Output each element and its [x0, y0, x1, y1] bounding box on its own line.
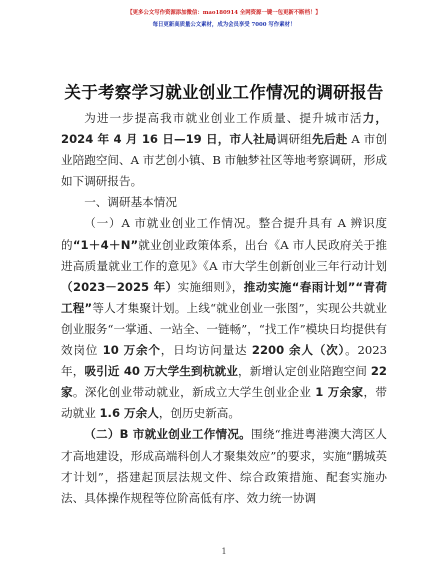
sec-a-programs: 推动实施“春雨计划”“青荷工程”: [61, 279, 387, 315]
section-b-paragraph: [61, 424, 387, 508]
intro-text-1: 为进一步提高我市就业创业工作质量、提升城市活: [84, 111, 363, 125]
sec-a-text-4: 等人才集聚计划。上线“就业创业一张图”，实现公共就业创业服务“一掌通、一站全、一链畅”，“找工作”模块日均提供有效岗位: [61, 300, 387, 358]
sec-a-policy-code: “1＋4＋N”: [72, 237, 139, 252]
sec-b-text: 围绕“推进粤港澳大湾区人才高地建设，形成高端科创人才聚集效应”的要求，实施“鹏城英才计划”，搭建起顶层法规文件、综合政策措施、配套实施办法、具体操作规程等位阶高低有序、效力统一协调: [61, 427, 388, 505]
section-a-paragraph: [61, 213, 387, 424]
sec-a-text-3: 实施细则》，: [177, 279, 244, 294]
sec-a-text-1: （一）A 市就业创业工作情况。整合提升具有 A 辨识度的: [61, 216, 387, 252]
sec-a-text-2: 就业创业政策体系，出台《A 市人民政府关于推进高质量就业工作的意见》《A 市大学生创新创业三年行动计划: [61, 237, 387, 273]
sec-a-years: （2023－2025 年）: [61, 279, 178, 294]
sec-a-text-7: ，新增认定创业陪跑空间: [237, 364, 371, 379]
sec-a-students: 吸引近 40 万大学生到杭就业: [84, 364, 238, 379]
sec-b-heading: （二）B 市就业创业工作情况。: [84, 427, 252, 442]
intro-org: 市人社局: [229, 132, 277, 147]
sec-a-employment: 1.6 万余人: [99, 406, 159, 421]
intro-visit: 先后赴: [312, 132, 348, 147]
sec-a-jobs: 10 万余个: [102, 343, 161, 358]
sec-a-text-6: 。2023 年，: [61, 343, 387, 379]
intro-team: 调研组: [276, 132, 313, 147]
intro-paragraph: [61, 108, 387, 192]
sec-a-text-8: 。深化创业带动就业，新成立大学生创业企业: [72, 385, 316, 400]
sec-a-text-5: ，日均访问量达: [160, 343, 252, 358]
sec-a-text-9: ，带动就业: [61, 385, 387, 421]
intro-date: 力，2024 年 4 月 16 日—19 日，: [61, 111, 387, 147]
document-title: 关于考察学习就业创业工作情况的调研报告: [64, 83, 384, 102]
sec-a-spaces: 22 家: [61, 364, 387, 400]
promo-line-1: 【更多公文写作资源添加微信：mao180914 全网资源一键一包更新不断档！】: [127, 10, 321, 16]
document-body: [61, 108, 387, 509]
promo-line-2: 每日更新高质量公文素材，成为会员享受 7000 写作素材！: [152, 22, 296, 28]
section-heading-1: 一、调研基本情况: [84, 195, 177, 210]
sec-a-visits: 2200 余人（次）: [251, 343, 346, 358]
intro-text-2: A 市创业陪跑空间、A 市艺创小镇、B 市触梦社区等地考察调研，形成如下调研报告。: [61, 132, 387, 189]
page-number: 1: [221, 547, 227, 556]
sec-a-text-10: ，创历史新高。: [158, 406, 240, 421]
sec-a-firms: 1 万余家: [315, 385, 364, 400]
promo-banner: [0, 7, 448, 31]
